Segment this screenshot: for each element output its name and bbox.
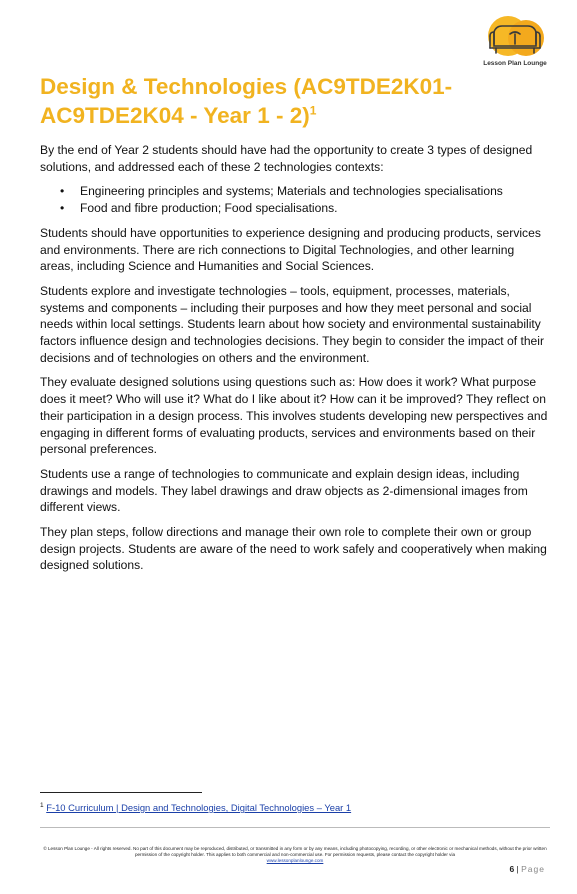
footer-divider — [40, 827, 550, 828]
body-paragraph: Students use a range of technologies to communicate and explain design ideas, including drawings and models. They label drawings and draw objects as 2-dimensional images from different views. — [40, 466, 528, 515]
document-body — [40, 142, 550, 582]
body-paragraph: Students explore and investigate technologies – tools, equipment, processes, materials, systems and components – including their purposes and how they meet personal and social needs within local settings. Students learn about how society and environmental sustainability factors influence design and technologies decisions. They begin to consider the impact of their decisions and of technologies on others and the environment. — [40, 283, 544, 365]
title-line-2: AC9TDE2K04 - Year 1 - 2) — [40, 103, 310, 128]
context-list-item: • Food and fibre production; Food specialisations. — [80, 200, 550, 217]
intro-paragraph: By the end of Year 2 students should have had the opportunity to create 3 types of designed solutions, and addressed each of these 2 technologies contexts: — [40, 143, 533, 174]
footnote-link[interactable]: F-10 Curriculum | Design and Technologies, Digital Technologies – Year 1 — [46, 802, 352, 814]
page-number — [509, 864, 545, 874]
context-list — [40, 183, 550, 216]
body-paragraph: They evaluate designed solutions using questions such as: How does it work? What purpose does it meet? Who will use it? What do I like about it? How can it be improved? They reflect on their participation in a design process. This involves students developing new perspectives and engaging in different forms of evaluating products, services and environments based on their personal preferences. — [40, 375, 548, 457]
context-list-item: • Engineering principles and systems; Materials and technologies specialisations — [80, 183, 550, 200]
page-number-value: 6 — [509, 864, 515, 874]
title-line-1: Design & Technologies (AC9TDE2K01- — [40, 74, 453, 99]
page-title — [40, 72, 520, 130]
page-number-separator: | — [516, 864, 519, 874]
copyright-url-link[interactable]: www.lessonplanlounge.com — [266, 858, 324, 863]
copyright-notice — [40, 846, 550, 864]
body-paragraph: They plan steps, follow directions and manage their own role to complete their own or group design projects. Students are aware of the need to work safely and cooperatively when making designed solutions. — [40, 525, 547, 573]
sofa-icon — [480, 14, 550, 64]
copyright-text: © Lesson Plan Lounge - All rights reserved. No part of this document may be reproduced, distributed, or transmitted in any form or by any means, including photocopying, recording, or other electronic or mechanical methods, without the prior written permission of the copyright holder. This applies to both commercial and non-commercial use. For permission requests, please contact the copyright holder via — [43, 846, 547, 857]
footnote-divider — [40, 792, 202, 793]
body-paragraph: Students should have opportunities to experience designing and producing products, services and environments. There are rich connections to Digital Technologies, and other learning areas, including Science and Humanities and Social Sciences. — [40, 225, 541, 274]
logo-label: Lesson Plan Lounge — [483, 60, 547, 67]
page-label: Page — [521, 864, 545, 874]
footnote-marker: 1 — [40, 802, 44, 809]
footnote — [40, 802, 351, 813]
title-footnote-marker: 1 — [309, 103, 317, 118]
